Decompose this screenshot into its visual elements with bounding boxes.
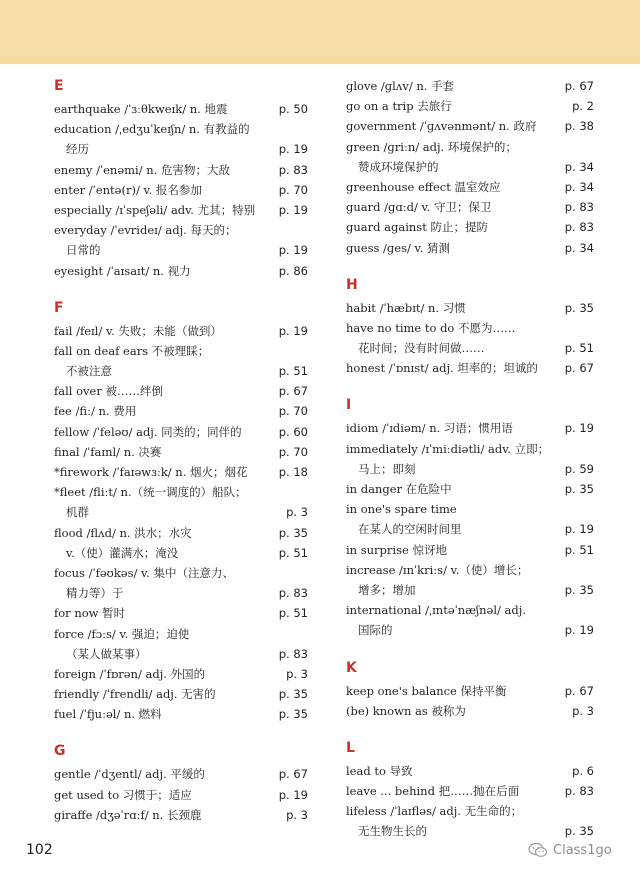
glossary-entry-line <box>346 197 594 217</box>
page-reference: p. 35 <box>278 687 308 702</box>
entry-text: earthquake /ˈɜːθkweɪk/ n. 地震 <box>54 102 228 116</box>
page-reference: p. 67 <box>564 683 594 698</box>
page-number: 102 <box>26 842 53 858</box>
glossary-entry-line <box>54 240 306 260</box>
glossary-entry-line <box>54 684 306 704</box>
entry-text: flood /flʌd/ n. 洪水；水灾 <box>54 525 192 540</box>
entry-text: education /ˌedʒuˈkeɪʃn/ n. 有教益的 <box>54 122 250 137</box>
entry-text: glove /ɡlʌv/ n. 手套 <box>346 79 455 93</box>
page-reference: p. 34 <box>564 179 594 194</box>
glossary-entry-line <box>54 422 306 442</box>
section-letter: K <box>346 659 357 676</box>
glossary-entry-line <box>54 583 306 603</box>
page-reference: p. 35 <box>564 482 594 496</box>
entry-text: focus /ˈfəʊkəs/ v. 集中（注意力、 <box>54 565 234 580</box>
page-reference: p. 3 <box>286 807 308 822</box>
page-reference: p. 19 <box>278 142 308 157</box>
top-color-band-inner <box>0 0 640 56</box>
entry-text: fuel /ˈfjuːəl/ n. 燃料 <box>54 707 162 722</box>
glossary-entry-line <box>54 764 306 784</box>
entry-text: government /ˈɡʌvənmənt/ n. 政府 <box>346 119 537 134</box>
glossary-entry-line <box>346 177 594 197</box>
glossary-entry-line <box>54 99 306 119</box>
page-reference: p. 51 <box>564 341 594 356</box>
entry-text: fee /fiː/ n. 费用 <box>54 404 137 419</box>
glossary-entry-line <box>54 704 306 724</box>
page-reference: p. 35 <box>564 582 594 597</box>
glossary-entry-line <box>54 200 306 220</box>
entry-text: keep one's balance 保持平衡 <box>346 683 507 698</box>
glossary-entry-line <box>346 600 594 620</box>
page-reference: p. 51 <box>278 606 308 621</box>
page-reference: p. 3 <box>572 703 594 718</box>
entry-text: lifeless /ˈlaɪfləs/ adj. 无生命的； <box>346 804 523 819</box>
glossary-entry-line <box>346 620 594 640</box>
entry-text: 精力等）于 <box>66 586 124 601</box>
glossary-entry-line <box>346 96 594 116</box>
page-reference: p. 51 <box>564 542 594 557</box>
entry-text: enter /ˈentə(r)/ v. 报名参加 <box>54 182 202 197</box>
entry-text: get used to 习惯于；适应 <box>54 787 192 802</box>
page-reference: p. 67 <box>278 767 308 782</box>
glossary-entry-line <box>346 781 594 801</box>
page-reference: p. 19 <box>564 623 594 638</box>
entry-text: *fleet /fliːt/ n.（统一调度的）船队； <box>54 485 247 500</box>
glossary-entry-line <box>54 482 306 502</box>
glossary-entry-line <box>54 261 306 281</box>
glossary-entry-line <box>346 318 594 338</box>
page-reference: p. 19 <box>278 202 308 217</box>
glossary-entry-line <box>346 479 594 499</box>
entry-text: force /fɔːs/ v. 强迫；迫使 <box>54 626 190 641</box>
entry-text: 增多；增加 <box>358 582 416 597</box>
entry-text: everyday /ˈevrideɪ/ adj. 每天的； <box>54 223 237 238</box>
watermark-text: Class1go <box>553 842 612 858</box>
entry-text: 花时间；没有时间做…… <box>358 341 485 356</box>
section-gap <box>346 378 594 389</box>
page-reference: p. 6 <box>572 763 594 778</box>
page-reference: p. 3 <box>286 505 308 520</box>
glossary-column-right <box>346 76 594 842</box>
glossary-entry-line <box>346 499 594 519</box>
page-reference: p. 59 <box>564 461 594 476</box>
entry-text: immediately /ɪˈmiːdiətli/ adv. 立即； <box>346 441 550 456</box>
entry-text: guard against 防止；提防 <box>346 220 488 235</box>
glossary-entry-line <box>346 157 594 177</box>
entry-text: friendly /ˈfrendli/ adj. 无害的 <box>54 687 216 702</box>
glossary-column-left <box>54 76 306 825</box>
page-reference: p. 51 <box>278 545 308 560</box>
glossary-entry-line <box>346 116 594 136</box>
entry-text: fall on deaf ears 不被理睬； <box>54 343 210 358</box>
page-reference: p. 34 <box>564 159 594 174</box>
entry-text: leave ... behind 把……抛在后面 <box>346 784 520 799</box>
glossary-entry-line <box>54 119 306 139</box>
section-gap <box>346 641 594 652</box>
page-reference: p. 38 <box>564 119 594 134</box>
glossary-entry-line <box>54 785 306 805</box>
glossary-entry-line <box>346 580 594 600</box>
page-reference: p. 34 <box>564 240 594 255</box>
entry-text: 不被注意 <box>66 364 112 379</box>
glossary-entry-line <box>54 139 306 159</box>
section-letter: L <box>346 739 355 756</box>
entry-text: go on a trip 去旅行 <box>346 99 452 114</box>
glossary-entry-line <box>54 361 306 381</box>
page-reference: p. 35 <box>564 300 594 315</box>
entry-text: in danger 在危险中 <box>346 482 452 496</box>
entry-text: habit /ˈhæbɪt/ n. 习惯 <box>346 300 466 315</box>
glossary-entry-line <box>54 624 306 644</box>
glossary-entry-line <box>54 563 306 583</box>
page-reference: p. 83 <box>278 162 308 177</box>
page-reference: p. 35 <box>564 824 594 839</box>
glossary-entry-line <box>346 238 594 258</box>
entry-text: guard /ɡɑːd/ v. 守卫；保卫 <box>346 200 492 215</box>
glossary-entry-line <box>54 401 306 421</box>
glossary-entry-line <box>54 603 306 623</box>
page-reference: p. 67 <box>564 79 594 93</box>
page-reference: p. 50 <box>278 102 308 116</box>
glossary-entry-line <box>54 462 306 482</box>
section-letter: G <box>54 743 66 760</box>
entry-text: greenhouse effect 温室效应 <box>346 179 501 194</box>
page-reference: p. 83 <box>278 646 308 661</box>
entry-text: 无生物生长的 <box>358 824 427 839</box>
section-gap <box>346 258 594 269</box>
wechat-icon <box>528 842 548 858</box>
glossary-entry-line <box>346 821 594 841</box>
section-letter: I <box>346 397 352 414</box>
top-color-band <box>0 0 640 64</box>
glossary-entry-line <box>346 801 594 821</box>
glossary-entry-line <box>346 540 594 560</box>
page-reference: p. 86 <box>278 263 308 278</box>
entry-text: 赞成环境保护的 <box>358 159 439 174</box>
page-reference: p. 51 <box>278 364 308 379</box>
watermark <box>528 842 612 858</box>
glossary-entry-line <box>346 560 594 580</box>
glossary-entry-line <box>54 341 306 361</box>
glossary-entry-line <box>54 160 306 180</box>
entry-text: fall over 被……绊倒 <box>54 384 164 399</box>
entry-text: foreign /ˈfɒrən/ adj. 外国的 <box>54 666 206 681</box>
entry-text: international /ˌɪntəˈnæʃnəl/ adj. <box>346 603 526 618</box>
glossary-entry-line <box>346 459 594 479</box>
glossary-entry-line <box>346 761 594 781</box>
page-reference: p. 19 <box>278 787 308 802</box>
page-reference: p. 35 <box>278 707 308 722</box>
entry-text: enemy /ˈenəmi/ n. 危害物；大敌 <box>54 162 230 177</box>
page-reference: p. 70 <box>278 182 308 197</box>
entry-text: *firework /ˈfaɪəwɜːk/ n. 烟火；烟花 <box>54 465 248 479</box>
page-reference: p. 67 <box>564 361 594 376</box>
glossary-entry-line <box>54 180 306 200</box>
page-reference: p. 3 <box>286 666 308 681</box>
page-reference: p. 83 <box>564 220 594 235</box>
glossary-entry-line <box>346 217 594 237</box>
entry-text: 日常的 <box>66 243 101 258</box>
entry-text: especially /ɪˈspeʃəli/ adv. 尤其；特别 <box>54 202 256 217</box>
entry-text: honest /ˈɒnɪst/ adj. 坦率的；坦诚的 <box>346 361 538 376</box>
page-reference: p. 83 <box>278 586 308 601</box>
section-letter: H <box>346 276 358 293</box>
page-reference: p. 18 <box>278 465 308 479</box>
entry-text: (be) known as 被称为 <box>346 703 466 718</box>
glossary-entry-line <box>54 220 306 240</box>
section-gap <box>54 281 306 292</box>
entry-text: green /ɡriːn/ adj. 环境保护的； <box>346 139 517 154</box>
page-reference: p. 19 <box>278 243 308 258</box>
entry-text: 经历 <box>66 142 89 157</box>
entry-text: increase /ɪnˈkriːs/ v.（使）增长； <box>346 562 529 577</box>
entry-text: eyesight /ˈaɪsaɪt/ n. 视力 <box>54 263 191 278</box>
page-reference: p. 2 <box>572 99 594 114</box>
glossary-entry-line <box>54 381 306 401</box>
section-gap <box>346 721 594 732</box>
entry-text: have no time to do 不愿为…… <box>346 320 516 335</box>
page-reference: p. 83 <box>564 784 594 799</box>
glossary-entry-line <box>54 805 306 825</box>
entry-text: giraffe /dʒəˈrɑːf/ n. 长颈鹿 <box>54 807 202 822</box>
page-reference: p. 70 <box>278 444 308 459</box>
glossary-entry-line <box>54 664 306 684</box>
glossary-entry-line <box>346 439 594 459</box>
glossary-entry-line <box>54 442 306 462</box>
page-reference: p. 60 <box>278 424 308 439</box>
page-reference: p. 35 <box>278 525 308 540</box>
entry-text: gentle /ˈdʒentl/ adj. 平缓的 <box>54 767 205 782</box>
glossary-entry-line <box>346 681 594 701</box>
glossary-entry-line <box>346 298 594 318</box>
entry-text: idiom /ˈɪdiəm/ n. 习语；惯用语 <box>346 421 513 436</box>
entry-text: in one's spare time <box>346 502 457 517</box>
page-reference: p. 19 <box>564 522 594 537</box>
glossary-entry-line <box>54 523 306 543</box>
page-reference: p. 19 <box>278 323 308 338</box>
entry-text: 国际的 <box>358 623 393 638</box>
entry-text: in surprise 惊讶地 <box>346 542 447 557</box>
glossary-entry-line <box>346 701 594 721</box>
entry-text: final /ˈfaɪnl/ n. 决赛 <box>54 444 162 459</box>
glossary-entry-line <box>54 644 306 664</box>
glossary-entry-line <box>54 321 306 341</box>
entry-text: fellow /ˈfeləʊ/ adj. 同类的；同伴的 <box>54 424 242 439</box>
entry-text: guess /ɡes/ v. 猜测 <box>346 240 450 255</box>
page-reference: p. 67 <box>278 384 308 399</box>
section-letter: F <box>54 299 64 316</box>
page-reference: p. 19 <box>564 421 594 436</box>
page-reference: p. 83 <box>564 200 594 215</box>
entry-text: lead to 导致 <box>346 763 413 778</box>
entry-text: v.（使）灌满水；淹没 <box>66 545 179 560</box>
glossary-entry-line <box>346 76 594 96</box>
entry-text: 马上；即刻 <box>358 461 416 476</box>
glossary-entry-line <box>346 358 594 378</box>
glossary-entry-line <box>346 519 594 539</box>
glossary-entry-line <box>346 338 594 358</box>
entry-text: fail /feɪl/ v. 失败；未能（做到） <box>54 323 222 338</box>
glossary-entry-line <box>54 543 306 563</box>
section-letter: E <box>54 78 64 94</box>
entry-text: for now 暂时 <box>54 606 126 621</box>
glossary-entry-line <box>346 418 594 438</box>
glossary-entry-line <box>346 137 594 157</box>
page-reference: p. 70 <box>278 404 308 419</box>
entry-text: 机群 <box>66 505 89 520</box>
entry-text: 在某人的空闲时间里 <box>358 522 462 537</box>
entry-text: （某人做某事） <box>66 646 147 661</box>
glossary-entry-line <box>54 502 306 522</box>
section-gap <box>54 724 306 735</box>
